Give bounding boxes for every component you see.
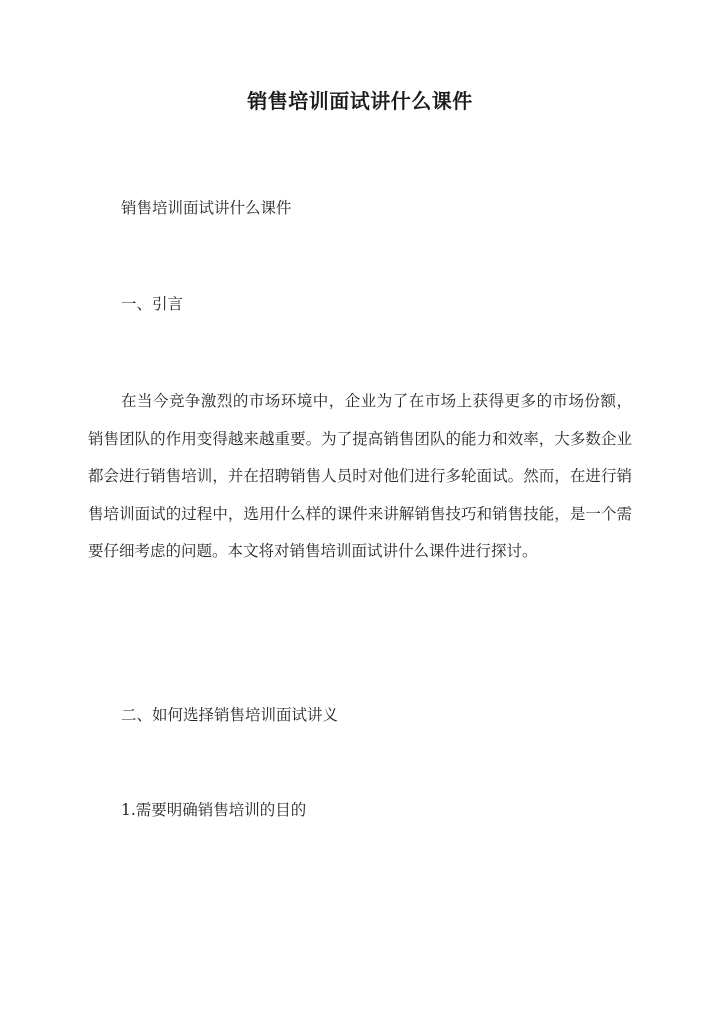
introduction-paragraph: 在当今竞争激烈的市场环境中，企业为了在市场上获得更多的市场份额，销售团队的作用变得越来越重要。为了提高销售团队的能力和效率，大多数企业都会进行销售培训，并在招聘销售人员时对他们进行多轮面试。然而，在进行销售培训面试的过程中，选用什么样的课件来讲解销售技巧和销售技能，是一个需要仔细考虑的问题。本文将对销售培训面试讲什么课件进行探讨。 bbox=[88, 392, 632, 561]
section-heading-introduction: 一、引言 bbox=[121, 295, 184, 313]
section-heading-how-to-choose: 二、如何选择销售培训面试讲义 bbox=[121, 706, 339, 724]
document-title: 销售培训面试讲什么课件 bbox=[247, 89, 473, 113]
list-item-1: 1.需要明确销售培训的目的 bbox=[121, 801, 307, 819]
document-subtitle: 销售培训面试讲什么课件 bbox=[121, 199, 292, 217]
